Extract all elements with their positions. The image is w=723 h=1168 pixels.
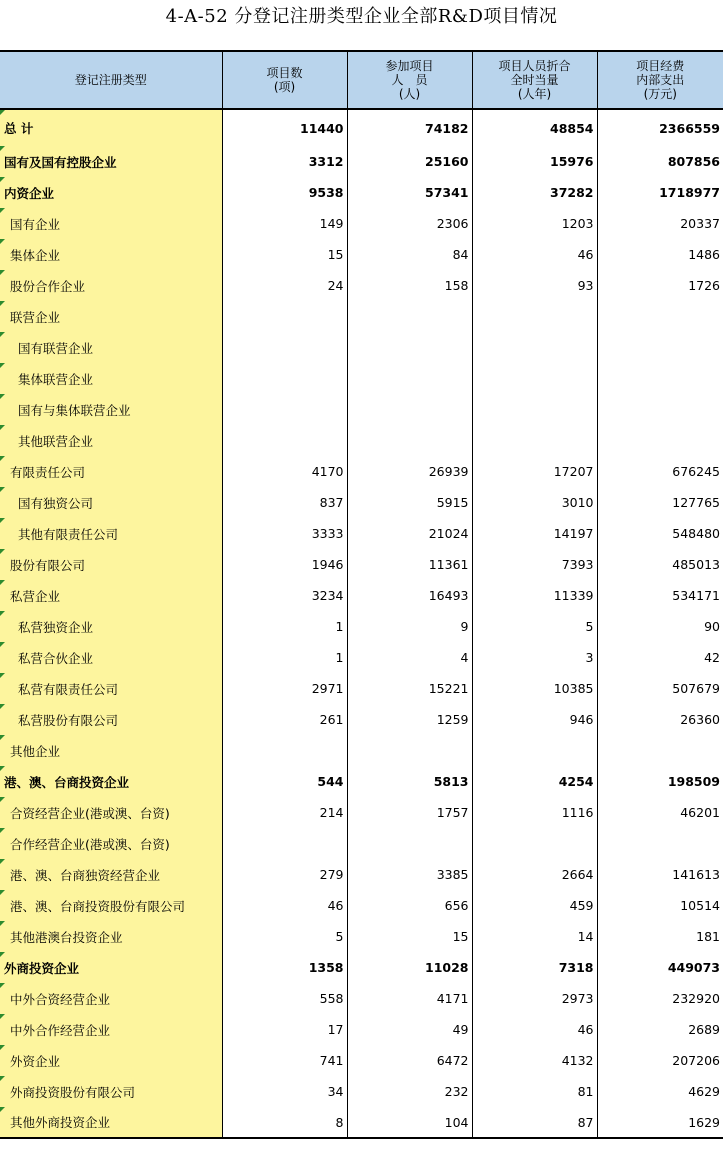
value-cell: 11361 [347, 549, 472, 580]
value-cell: 93 [472, 270, 597, 301]
value-cell: 49 [347, 1014, 472, 1045]
table-row [0, 394, 723, 425]
row-label: 合作经营企业(港或澳、台资) [0, 828, 222, 859]
row-label: 港、澳、台商投资股份有限公司 [0, 890, 222, 921]
column-header-line: 项目人员折合 [498, 59, 571, 73]
row-label: 私营独资企业 [0, 611, 222, 642]
table-row [0, 363, 723, 394]
value-cell [222, 363, 347, 394]
column-header-line: (人年) [517, 87, 552, 101]
value-cell [597, 828, 723, 859]
table-row [0, 425, 723, 456]
value-cell [222, 301, 347, 332]
column-header-line: (人) [398, 87, 421, 101]
value-cell: 9538 [222, 177, 347, 208]
column-header [472, 51, 597, 109]
column-header-line: 人 员 [391, 73, 428, 87]
value-cell: 15 [222, 239, 347, 270]
value-cell: 5 [222, 921, 347, 952]
value-cell [222, 735, 347, 766]
page-title: 4-A-52 分登记注册类型企业全部R&D项目情况 [165, 6, 558, 27]
table-row [0, 735, 723, 766]
column-header-line: 项目经费 [636, 59, 685, 73]
value-cell: 3333 [222, 518, 347, 549]
value-cell [472, 394, 597, 425]
value-cell: 15976 [472, 146, 597, 177]
value-cell: 10385 [472, 673, 597, 704]
value-cell: 3385 [347, 859, 472, 890]
value-cell: 14 [472, 921, 597, 952]
value-cell: 1259 [347, 704, 472, 735]
value-cell [347, 394, 472, 425]
value-cell: 84 [347, 239, 472, 270]
value-cell [472, 735, 597, 766]
column-header-line: 全时当量 [510, 73, 559, 87]
value-cell: 81 [472, 1076, 597, 1107]
value-cell: 4629 [597, 1076, 723, 1107]
value-cell: 4254 [472, 766, 597, 797]
value-cell [597, 301, 723, 332]
value-cell [472, 363, 597, 394]
column-header [597, 51, 723, 109]
value-cell: 4 [347, 642, 472, 673]
column-header [222, 51, 347, 109]
table-row [0, 332, 723, 363]
value-cell: 5813 [347, 766, 472, 797]
column-header [347, 51, 472, 109]
value-cell: 3 [472, 642, 597, 673]
row-label: 国有与集体联营企业 [0, 394, 222, 425]
value-cell: 3234 [222, 580, 347, 611]
table-row [0, 890, 723, 921]
value-cell: 14197 [472, 518, 597, 549]
value-cell: 232920 [597, 983, 723, 1014]
value-cell: 127765 [597, 487, 723, 518]
table-row [0, 456, 723, 487]
row-label: 集体联营企业 [0, 363, 222, 394]
value-cell: 57341 [347, 177, 472, 208]
value-cell: 2306 [347, 208, 472, 239]
column-header-line: (万元) [643, 87, 677, 101]
value-cell: 46 [472, 1014, 597, 1045]
row-label: 联营企业 [0, 301, 222, 332]
value-cell: 87 [472, 1107, 597, 1138]
value-cell: 11440 [222, 109, 347, 146]
value-cell: 261 [222, 704, 347, 735]
table-row [0, 518, 723, 549]
value-cell: 181 [597, 921, 723, 952]
table-row [0, 611, 723, 642]
row-label: 其他外商投资企业 [0, 1107, 222, 1138]
value-cell: 17 [222, 1014, 347, 1045]
table-row [0, 642, 723, 673]
table-row [0, 1014, 723, 1045]
value-cell: 8 [222, 1107, 347, 1138]
value-cell: 459 [472, 890, 597, 921]
value-cell [597, 735, 723, 766]
value-cell: 2366559 [597, 109, 723, 146]
header-row [0, 51, 723, 109]
value-cell: 4132 [472, 1045, 597, 1076]
value-cell: 1486 [597, 239, 723, 270]
value-cell: 558 [222, 983, 347, 1014]
row-label: 私营股份有限公司 [0, 704, 222, 735]
value-cell: 1203 [472, 208, 597, 239]
table-row [0, 487, 723, 518]
table-row [0, 549, 723, 580]
table-row [0, 109, 723, 146]
value-cell: 946 [472, 704, 597, 735]
value-cell: 544 [222, 766, 347, 797]
column-header-line: 参加项目 [385, 59, 434, 73]
value-cell: 37282 [472, 177, 597, 208]
row-label: 私营合伙企业 [0, 642, 222, 673]
value-cell [472, 332, 597, 363]
row-label: 国有独资公司 [0, 487, 222, 518]
row-label: 股份合作企业 [0, 270, 222, 301]
table-row [0, 766, 723, 797]
value-cell [472, 425, 597, 456]
column-header-line: 内部支出 [636, 73, 685, 87]
value-cell: 46201 [597, 797, 723, 828]
value-cell [472, 828, 597, 859]
table-row [0, 1107, 723, 1138]
value-cell: 507679 [597, 673, 723, 704]
table-row [0, 797, 723, 828]
value-cell [222, 394, 347, 425]
value-cell [347, 301, 472, 332]
value-cell: 1 [222, 611, 347, 642]
value-cell: 149 [222, 208, 347, 239]
value-cell: 24 [222, 270, 347, 301]
value-cell: 46 [222, 890, 347, 921]
value-cell: 1116 [472, 797, 597, 828]
table-row [0, 580, 723, 611]
table-row [0, 952, 723, 983]
value-cell: 534171 [597, 580, 723, 611]
value-cell [347, 828, 472, 859]
value-cell [472, 301, 597, 332]
table-header [0, 51, 723, 109]
value-cell: 1 [222, 642, 347, 673]
value-cell: 42 [597, 642, 723, 673]
value-cell: 1946 [222, 549, 347, 580]
value-cell: 207206 [597, 1045, 723, 1076]
row-label: 其他企业 [0, 735, 222, 766]
value-cell: 807856 [597, 146, 723, 177]
value-cell: 2689 [597, 1014, 723, 1045]
value-cell: 7393 [472, 549, 597, 580]
value-cell: 48854 [472, 109, 597, 146]
value-cell: 485013 [597, 549, 723, 580]
value-cell: 676245 [597, 456, 723, 487]
table-row [0, 704, 723, 735]
value-cell: 1358 [222, 952, 347, 983]
value-cell [347, 735, 472, 766]
value-cell: 1718977 [597, 177, 723, 208]
value-cell: 15221 [347, 673, 472, 704]
value-cell: 7318 [472, 952, 597, 983]
value-cell: 26939 [347, 456, 472, 487]
value-cell: 6472 [347, 1045, 472, 1076]
value-cell [347, 425, 472, 456]
row-label: 内资企业 [0, 177, 222, 208]
table-row [0, 208, 723, 239]
value-cell [597, 363, 723, 394]
value-cell: 2971 [222, 673, 347, 704]
value-cell: 1726 [597, 270, 723, 301]
row-label: 港、澳、台商投资企业 [0, 766, 222, 797]
table-row [0, 828, 723, 859]
value-cell: 20337 [597, 208, 723, 239]
value-cell: 5 [472, 611, 597, 642]
table-row [0, 1076, 723, 1107]
value-cell: 1629 [597, 1107, 723, 1138]
value-cell: 104 [347, 1107, 472, 1138]
column-header-line: (项) [273, 80, 296, 94]
value-cell: 141613 [597, 859, 723, 890]
table-row [0, 673, 723, 704]
value-cell: 26360 [597, 704, 723, 735]
table-body [0, 109, 723, 1138]
value-cell [597, 332, 723, 363]
value-cell: 158 [347, 270, 472, 301]
value-cell: 2973 [472, 983, 597, 1014]
column-header-line: 项目数 [266, 66, 303, 80]
row-label: 国有联营企业 [0, 332, 222, 363]
row-label: 中外合资经营企业 [0, 983, 222, 1014]
row-label: 国有企业 [0, 208, 222, 239]
value-cell: 25160 [347, 146, 472, 177]
value-cell: 46 [472, 239, 597, 270]
row-label: 其他有限责任公司 [0, 518, 222, 549]
value-cell [222, 332, 347, 363]
table-row [0, 859, 723, 890]
value-cell [222, 425, 347, 456]
value-cell [597, 394, 723, 425]
value-cell: 837 [222, 487, 347, 518]
row-label: 有限责任公司 [0, 456, 222, 487]
value-cell: 279 [222, 859, 347, 890]
column-header [0, 51, 222, 109]
value-cell: 548480 [597, 518, 723, 549]
value-cell: 74182 [347, 109, 472, 146]
row-label: 其他联营企业 [0, 425, 222, 456]
value-cell: 1757 [347, 797, 472, 828]
row-label: 港、澳、台商独资经营企业 [0, 859, 222, 890]
value-cell: 90 [597, 611, 723, 642]
row-label: 国有及国有控股企业 [0, 146, 222, 177]
table-row [0, 146, 723, 177]
value-cell [347, 363, 472, 394]
value-cell [222, 828, 347, 859]
row-label: 其他港澳台投资企业 [0, 921, 222, 952]
value-cell: 3312 [222, 146, 347, 177]
value-cell: 198509 [597, 766, 723, 797]
value-cell: 10514 [597, 890, 723, 921]
value-cell [347, 332, 472, 363]
value-cell: 21024 [347, 518, 472, 549]
value-cell: 17207 [472, 456, 597, 487]
table-row [0, 983, 723, 1014]
table-row [0, 1045, 723, 1076]
table-row [0, 239, 723, 270]
value-cell: 741 [222, 1045, 347, 1076]
row-label: 中外合作经营企业 [0, 1014, 222, 1045]
value-cell: 4171 [347, 983, 472, 1014]
value-cell: 214 [222, 797, 347, 828]
value-cell: 11339 [472, 580, 597, 611]
value-cell: 4170 [222, 456, 347, 487]
value-cell: 656 [347, 890, 472, 921]
value-cell: 16493 [347, 580, 472, 611]
value-cell: 3010 [472, 487, 597, 518]
data-table [0, 50, 723, 1139]
value-cell: 11028 [347, 952, 472, 983]
table-row [0, 177, 723, 208]
row-label: 私营有限责任公司 [0, 673, 222, 704]
value-cell: 15 [347, 921, 472, 952]
row-label: 外资企业 [0, 1045, 222, 1076]
row-label: 总 计 [0, 109, 222, 146]
table-row [0, 921, 723, 952]
value-cell: 34 [222, 1076, 347, 1107]
row-label: 股份有限公司 [0, 549, 222, 580]
row-label: 外商投资股份有限公司 [0, 1076, 222, 1107]
row-label: 集体企业 [0, 239, 222, 270]
row-label: 外商投资企业 [0, 952, 222, 983]
value-cell: 9 [347, 611, 472, 642]
value-cell: 449073 [597, 952, 723, 983]
value-cell: 5915 [347, 487, 472, 518]
value-cell: 232 [347, 1076, 472, 1107]
table-row [0, 301, 723, 332]
row-label: 合资经营企业(港或澳、台资) [0, 797, 222, 828]
row-label: 私营企业 [0, 580, 222, 611]
value-cell [597, 425, 723, 456]
table-row [0, 270, 723, 301]
value-cell: 2664 [472, 859, 597, 890]
column-header-line: 登记注册类型 [74, 73, 147, 87]
